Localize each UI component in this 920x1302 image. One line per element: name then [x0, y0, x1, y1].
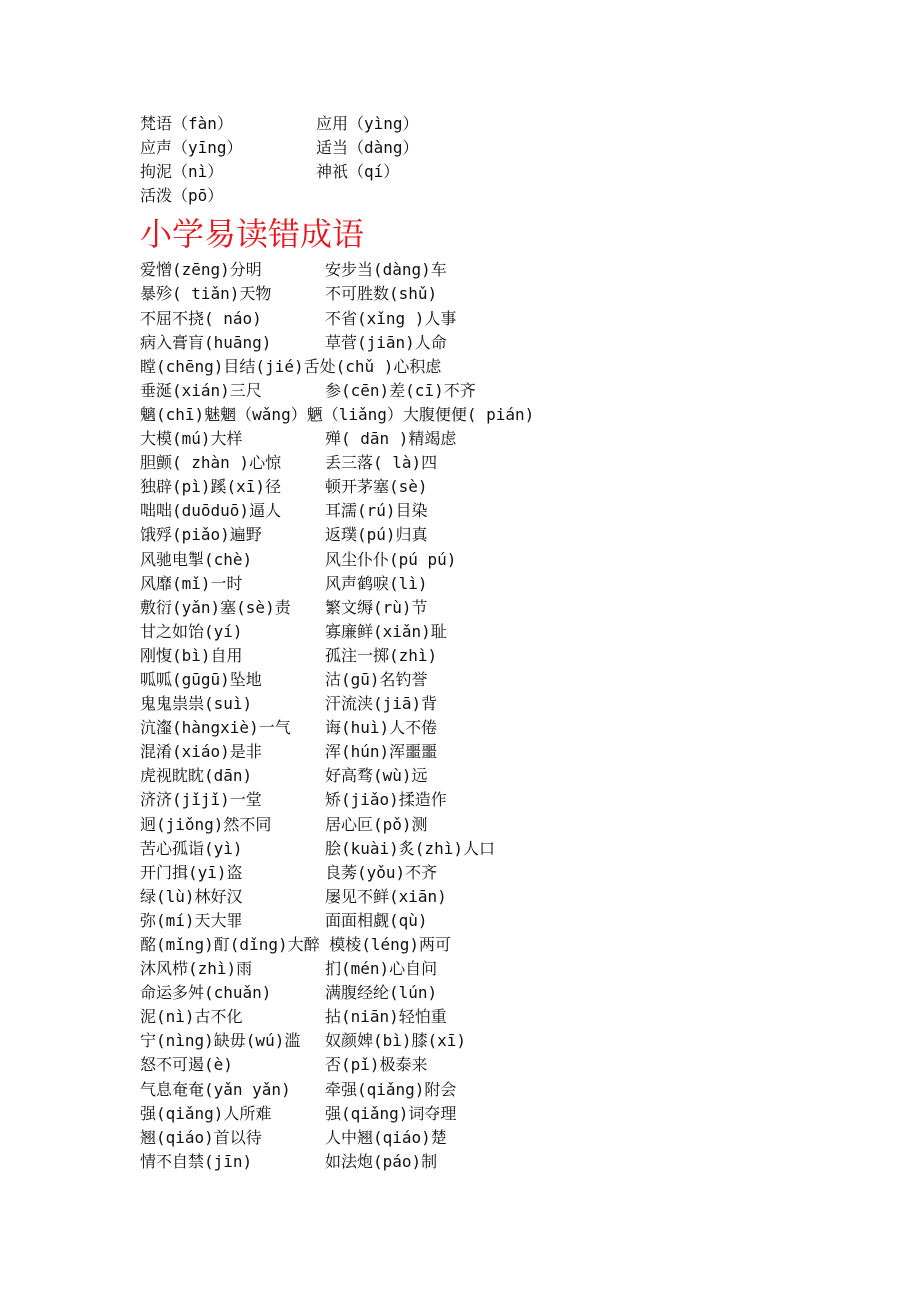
idiom-row — [140, 788, 900, 812]
idiom-list — [140, 258, 900, 1174]
idiom-row — [140, 307, 900, 331]
idiom-entry: 胆颤( zhàn )心惊 — [140, 453, 282, 473]
idiom-row — [140, 572, 900, 596]
idiom-entry: 良莠(yǒu)不齐 — [325, 862, 438, 882]
idiom-entry: 情不自禁(jīn) — [140, 1151, 253, 1171]
word-entry: 适当（dàng） — [316, 138, 419, 158]
idiom-row — [140, 692, 900, 716]
idiom-row — [140, 1150, 900, 1174]
pronunciation-word-list — [140, 112, 900, 208]
idiom-row — [140, 548, 900, 572]
idiom-entry: 甘之如饴(yí) — [140, 621, 243, 641]
idiom-row — [140, 499, 900, 523]
word-row — [140, 160, 900, 184]
idiom-row — [140, 258, 900, 282]
idiom-entry: 参(cēn)差(cī)不齐 — [325, 380, 476, 400]
idiom-entry: 翘(qiáo)首以待 — [140, 1127, 262, 1147]
idiom-row — [140, 1126, 900, 1150]
idiom-entry: 屡见不鲜(xiān) — [325, 886, 447, 906]
idiom-row — [140, 403, 900, 427]
idiom-entry: 耳濡(rú)目染 — [325, 501, 428, 521]
idiom-row — [140, 764, 900, 788]
idiom-entry: 爱憎(zēng)分明 — [140, 260, 262, 280]
idiom-row — [140, 1078, 900, 1102]
idiom-row — [140, 885, 900, 909]
idiom-row — [140, 716, 900, 740]
idiom-entry: 刚愎(bì)自用 — [140, 645, 243, 665]
idiom-entry: 诲(huì)人不倦 — [325, 718, 438, 738]
idiom-entry: 风靡(mǐ)一时 — [140, 573, 243, 593]
idiom-row — [140, 282, 900, 306]
idiom-entry: 垂涎(xián)三尺 — [140, 380, 262, 400]
idiom-row — [140, 1053, 900, 1077]
idiom-entry: 病入膏肓(huāng) — [140, 332, 272, 352]
idiom-entry: 宁(nìng)缺毋(wú)滥 — [140, 1031, 301, 1051]
idiom-entry: 拈(niān)轻怕重 — [325, 1007, 447, 1027]
idiom-row — [140, 1005, 900, 1029]
idiom-row — [140, 620, 900, 644]
word-entry: 活泼（pō） — [140, 186, 224, 206]
idiom-row — [140, 933, 900, 957]
idiom-entry: 呱呱(gūgū)坠地 — [140, 669, 262, 689]
idiom-row — [140, 909, 900, 933]
idiom-entry: 顿开茅塞(sè) — [325, 477, 428, 497]
idiom-entry: 风驰电掣(chè) — [140, 549, 253, 569]
idiom-entry: 开门揖(yī)盗 — [140, 862, 243, 882]
document-page — [140, 112, 900, 1174]
idiom-row — [140, 379, 900, 403]
idiom-row — [140, 837, 900, 861]
idiom-row — [140, 355, 900, 379]
idiom-entry: 济济(jǐjǐ)一堂 — [140, 790, 262, 810]
word-entry: 神祇（qí） — [316, 162, 400, 182]
idiom-entry: 魑(chī)魅魍（wǎng）魉（liǎng）大腹便便( pián) — [140, 404, 535, 424]
idiom-entry: 寡廉鲜(xiǎn)耻 — [325, 621, 447, 641]
section-title: 小学易读错成语 — [140, 215, 365, 254]
idiom-entry: 苦心孤诣(yì) — [140, 838, 243, 858]
idiom-row — [140, 1029, 900, 1053]
idiom-row — [140, 523, 900, 547]
idiom-entry: 居心叵(pǒ)测 — [325, 814, 428, 834]
idiom-entry: 浑(hún)浑噩噩 — [325, 742, 438, 762]
idiom-row — [140, 813, 900, 837]
word-entry: 应声（yīng） — [140, 138, 243, 158]
word-row — [140, 112, 900, 136]
idiom-entry: 虎视眈眈(dān) — [140, 766, 253, 786]
word-entry: 应用（yìng） — [316, 114, 419, 133]
idiom-entry: 怒不可遏(è) — [140, 1055, 233, 1075]
idiom-entry: 迥(jiǒng)然不同 — [140, 814, 272, 834]
idiom-entry: 草菅(jiān)人命 — [325, 332, 447, 352]
idiom-row — [140, 957, 900, 981]
idiom-entry: 命运多舛(chuǎn) — [140, 983, 272, 1003]
idiom-row — [140, 475, 900, 499]
idiom-entry: 面面相觑(qù) — [325, 910, 428, 930]
idiom-entry: 返璞(pú)归真 — [325, 525, 428, 545]
idiom-entry: 暴殄( tiǎn)天物 — [140, 284, 272, 304]
idiom-entry: 如法炮(páo)制 — [325, 1151, 438, 1171]
idiom-row — [140, 740, 900, 764]
word-entry: 拘泥（nì） — [140, 162, 224, 182]
idiom-entry: 牵强(qiǎng)附会 — [325, 1079, 457, 1099]
idiom-entry: 好高骛(wù)远 — [325, 766, 428, 786]
idiom-row — [140, 861, 900, 885]
idiom-entry: 不屈不挠( náo) — [140, 308, 262, 328]
idiom-entry: 殚( dān )精竭虑 — [325, 429, 457, 449]
idiom-entry: 矫(jiǎo)揉造作 — [325, 790, 447, 810]
idiom-row — [140, 644, 900, 668]
idiom-entry: 否(pǐ)极泰来 — [325, 1055, 428, 1075]
idiom-entry: 沆瀣(hàngxiè)一气 — [140, 718, 291, 738]
idiom-entry: 人中翘(qiáo)楚 — [325, 1127, 447, 1147]
idiom-entry: 繁文缛(rù)节 — [325, 597, 428, 617]
idiom-entry: 泥(nì)古不化 — [140, 1007, 243, 1027]
idiom-entry: 不可胜数(shǔ) — [325, 284, 438, 304]
idiom-entry: 扪(mén)心自问 — [325, 959, 438, 979]
idiom-entry: 风尘仆仆(pú pú) — [325, 549, 457, 569]
idiom-entry: 满腹经纶(lún) — [325, 983, 438, 1003]
idiom-row — [140, 331, 900, 355]
idiom-entry: 不省(xǐng )人事 — [325, 308, 457, 328]
idiom-entry: 丢三落( là)四 — [325, 453, 438, 473]
idiom-entry: 孤注一掷(zhì) — [325, 645, 438, 665]
idiom-row — [140, 596, 900, 620]
idiom-entry: 沐风栉(zhì)雨 — [140, 959, 253, 979]
idiom-entry: 大模(mú)大样 — [140, 429, 243, 449]
word-row — [140, 136, 900, 160]
word-entry: 梵语（fàn） — [140, 114, 233, 133]
idiom-entry: 敷衍(yǎn)塞(sè)责 — [140, 597, 291, 617]
idiom-entry: 强(qiǎng)人所难 — [140, 1103, 272, 1123]
idiom-entry: 沽(gū)名钓誉 — [325, 669, 428, 689]
idiom-row — [140, 427, 900, 451]
idiom-entry: 鬼鬼祟祟(suì) — [140, 694, 253, 714]
idiom-entry: 安步当(dàng)车 — [325, 260, 447, 280]
idiom-entry: 饿殍(piǎo)遍野 — [140, 525, 262, 545]
idiom-row — [140, 981, 900, 1005]
idiom-entry: 奴颜婢(bì)膝(xī) — [325, 1031, 467, 1051]
idiom-entry: 弥(mí)天大罪 — [140, 910, 243, 930]
idiom-entry: 汗流浃(jiā)背 — [325, 694, 438, 714]
idiom-entry: 气息奄奄(yǎn yǎn) — [140, 1079, 291, 1099]
idiom-entry: 独辟(pì)蹊(xī)径 — [140, 477, 282, 497]
idiom-entry: 咄咄(duōduō)逼人 — [140, 501, 282, 521]
idiom-entry: 风声鹤唳(lì) — [325, 573, 428, 593]
idiom-entry: 脍(kuài)炙(zhì)人口 — [325, 838, 495, 858]
idiom-row — [140, 668, 900, 692]
idiom-entry: 瞠(chēng)目结(jié)舌处(chǔ )心积虑 — [140, 356, 442, 376]
idiom-entry: 混淆(xiáo)是非 — [140, 742, 262, 762]
idiom-entry: 酩(mǐng)酊(dǐng)大醉 模棱(léng)两可 — [140, 935, 452, 954]
idiom-row — [140, 451, 900, 475]
idiom-entry: 绿(lù)林好汉 — [140, 886, 243, 906]
idiom-entry: 强(qiǎng)词夺理 — [325, 1103, 457, 1123]
word-row — [140, 184, 900, 208]
idiom-row — [140, 1102, 900, 1126]
